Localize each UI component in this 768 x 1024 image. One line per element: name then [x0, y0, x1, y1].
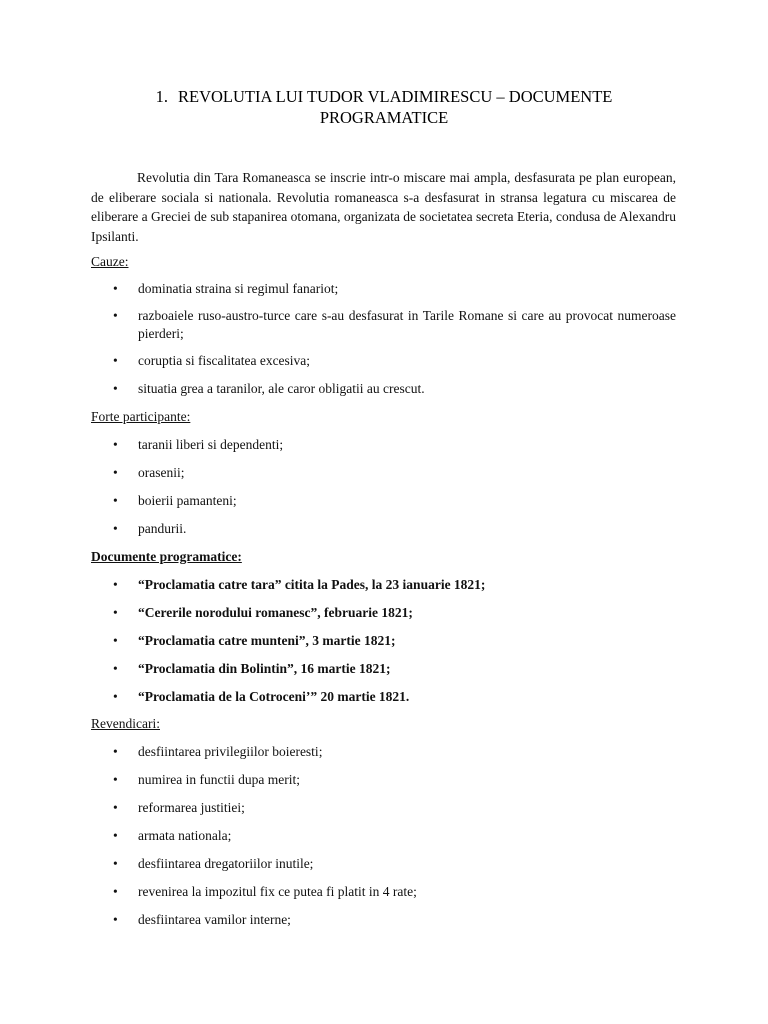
list-item-text: coruptia si fiscalitatea excesiva;	[138, 353, 311, 368]
list-item-text: desfiintarea dregatoriilor inutile;	[138, 856, 314, 871]
list-item-text: “Cererile norodului romanesc”, februarie 1821;	[138, 605, 413, 620]
title-number: 1.	[155, 87, 169, 106]
list-item-text: razboaiele ruso-austro-turce care s-au desfasurat in Tarile Romane si care au provocat numeroase pierderi;	[138, 308, 676, 341]
list-item	[113, 576, 676, 594]
list-item-text: dominatia straina si regimul fanariot;	[138, 281, 339, 296]
list-item-text: revenirea la impozitul fix ce putea fi platit in 4 rate;	[138, 884, 417, 899]
list-item-text: “Proclamatia din Bolintin”, 16 martie 1821;	[138, 661, 391, 676]
document-title	[90, 86, 678, 128]
bullet-icon: •	[113, 605, 118, 620]
list-item	[113, 771, 676, 789]
title-text: REVOLUTIA LUI TUDOR VLADIMIRESCU – DOCUMENTE	[178, 87, 613, 106]
list-item	[113, 436, 676, 454]
heading-documente-programatice: Documente programatice:	[91, 549, 242, 564]
list-item	[113, 352, 676, 370]
list-item-text: orasenii;	[138, 465, 185, 480]
bullet-icon: •	[113, 828, 118, 843]
list-item	[113, 280, 676, 298]
bullet-icon: •	[113, 465, 118, 480]
list-item	[113, 632, 676, 650]
list-item-text: “Proclamatia catre munteni”, 3 martie 1821;	[138, 633, 396, 648]
heading-forte-participante: Forte participante:	[91, 409, 191, 424]
bullet-icon: •	[113, 689, 118, 704]
bullet-icon: •	[113, 437, 118, 452]
list-item-text: reformarea justitiei;	[138, 800, 245, 815]
bullet-icon: •	[113, 308, 118, 323]
list-item	[113, 660, 676, 678]
list-item	[113, 307, 676, 343]
list-item-text: boierii pamanteni;	[138, 493, 237, 508]
title-line-2: PROGRAMATICE	[319, 108, 449, 127]
list-item-text: armata nationala;	[138, 828, 232, 843]
list-item	[113, 883, 676, 901]
list-item	[113, 380, 676, 398]
bullet-icon: •	[113, 772, 118, 787]
list-item	[113, 799, 676, 817]
bullet-icon: •	[113, 884, 118, 899]
list-item-text: pandurii.	[138, 521, 187, 536]
list-item	[113, 827, 676, 845]
intro-paragraph: Revolutia din Tara Romaneasca se inscrie intr-o miscare mai ampla, desfasurata pe plan european, de eliberare sociala si nationala. Revolutia romaneasca s-a desfasurat in stransa legatura cu miscarea de eliberare a Greciei de sub stapanirea otomana, organizata de societatea secreta Eteria, condusa de Alexandru Ipsilanti.	[91, 170, 676, 244]
list-item	[113, 743, 676, 761]
bullet-icon: •	[113, 661, 118, 676]
bullet-icon: •	[113, 912, 118, 927]
list-item	[113, 911, 676, 929]
list-item-text: desfiintarea vamilor interne;	[138, 912, 291, 927]
bullet-icon: •	[113, 521, 118, 536]
bullet-icon: •	[113, 353, 118, 368]
list-item-text: “Proclamatia catre tara” citita la Pades, la 23 ianuarie 1821;	[138, 577, 486, 592]
bullet-icon: •	[113, 744, 118, 759]
list-item	[113, 855, 676, 873]
list-item-text: desfiintarea privilegiilor boieresti;	[138, 744, 323, 759]
list-item-text: “Proclamatia de la Cotroceni’” 20 martie 1821.	[138, 689, 410, 704]
list-item-text: numirea in functii dupa merit;	[138, 772, 300, 787]
list-item	[113, 604, 676, 622]
bullet-icon: •	[113, 281, 118, 296]
bullet-icon: •	[113, 577, 118, 592]
title-line-1	[90, 86, 678, 107]
bullet-icon: •	[113, 493, 118, 508]
bullet-icon: •	[113, 856, 118, 871]
list-item-text: situatia grea a taranilor, ale caror obligatii au crescut.	[138, 381, 425, 396]
list-item	[113, 492, 676, 510]
bullet-icon: •	[113, 800, 118, 815]
list-item-text: taranii liberi si dependenti;	[138, 437, 284, 452]
heading-cauze: Cauze:	[91, 254, 129, 269]
bullet-icon: •	[113, 633, 118, 648]
list-item	[113, 520, 676, 538]
bullet-icon: •	[113, 381, 118, 396]
heading-revendicari: Revendicari:	[91, 716, 160, 731]
list-item	[113, 464, 676, 482]
list-item	[113, 688, 676, 706]
